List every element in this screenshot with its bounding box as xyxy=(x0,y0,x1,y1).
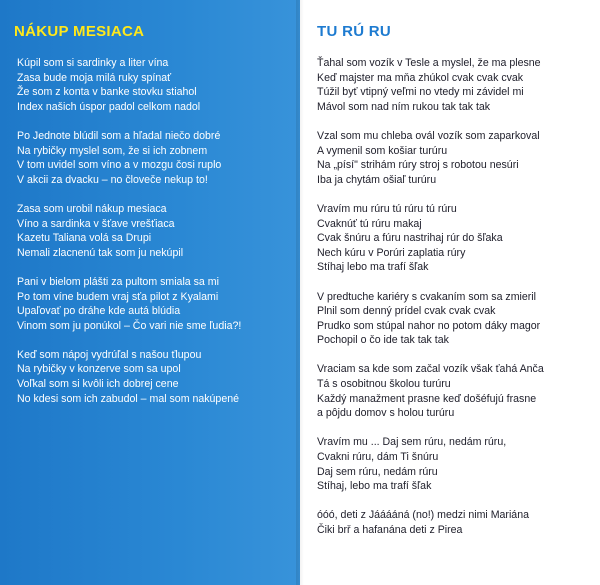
lyric-line: Keď majster ma mňa zhúkol cvak cvak cvak xyxy=(317,71,524,84)
lyric-line: Vravím mu ... Daj sem rúru, nedám rúru, xyxy=(317,436,507,449)
song-title-left: NÁKUP MESIACA xyxy=(14,23,145,40)
lyric-line: Zasa som urobil nákup mesiaca xyxy=(17,202,167,215)
lyric-line: Na rybičky v konzerve som sa upol xyxy=(17,363,181,376)
lyric-line: Cvak šnúru a fúru nastrihaj rúr do šľaka xyxy=(317,232,503,245)
lyric-line: Po tom víne budem vraj sťa pilot z Kyalami xyxy=(17,290,219,303)
lyric-line: a pôjdu domov s holou turúru xyxy=(317,407,455,420)
lyric-line: Nemali zlacnenú tak som ju nekúpil xyxy=(17,246,184,259)
lyric-line: Voľkal som si kvôli ich dobrej cene xyxy=(17,378,179,391)
lyric-line: V akcii za dvacku – no človeče nekup to! xyxy=(17,173,208,186)
lyric-line: Stíhaj lebo ma trafí šľak xyxy=(317,261,429,274)
lyric-line: Zasa bude moja milá ruky spínať xyxy=(17,71,172,84)
lyric-line: Túžil byť vtipný veľmi no vtedy mi závidel mi xyxy=(317,86,524,99)
lyric-line: Ťahal som vozík v Tesle a myslel, že ma plesne xyxy=(317,57,541,69)
stanza xyxy=(17,56,241,114)
stanza xyxy=(317,56,544,114)
stanza xyxy=(17,129,241,187)
lyric-line: No kdesi som ich zabudol – mal som nakúpené xyxy=(17,392,239,405)
lyric-line: Iba ja chytám ošiaľ turúru xyxy=(317,173,437,186)
stanza xyxy=(317,362,544,420)
lyric-line: Keď som nápoj vydrúľal s našou ťlupou xyxy=(17,348,202,361)
stanza xyxy=(317,435,544,493)
lyric-line: Nech kúru v Porúri zaplatia rúry xyxy=(317,246,466,259)
song-title-right: TU RÚ RU xyxy=(317,23,392,40)
lyric-line: Že som z konta v banke stovku stiahol xyxy=(17,86,197,99)
lyrics-left xyxy=(17,56,241,421)
lyric-line: Cvaknúť tú rúru makaj xyxy=(317,217,422,230)
right-page xyxy=(300,0,600,585)
lyric-line: Kazetu Taliana volá sa Drupi xyxy=(17,232,152,245)
lyric-line: Pani v bielom plášti za pultom smiala sa mi xyxy=(17,275,219,288)
lyric-line: A vymenil som košiar turúru xyxy=(317,144,448,157)
lyric-line: Index našich úspor padol celkom nadol xyxy=(17,100,201,113)
lyric-line: Mávol som nad ním rukou tak tak tak xyxy=(317,100,491,113)
lyric-line: Vravím mu rúru tú rúru tú rúru xyxy=(317,202,457,215)
lyric-line: Čiki brř a hafanána deti z Pirea xyxy=(317,524,463,536)
lyric-line: Upaľovať po dráhe kde autá blúdia xyxy=(17,305,181,318)
stanza xyxy=(317,202,544,275)
lyric-line: V predtuche kariéry s cvakaním som sa zmieril xyxy=(317,290,537,303)
stanza xyxy=(17,275,241,333)
lyric-line: Tá s osobitnou školou turúru xyxy=(317,378,451,391)
lyric-line: Na „písí" strihám rúry stroj s robotou nesúri xyxy=(317,159,519,172)
lyric-line: Po Jednote blúdil som a hľadal niečo dobré xyxy=(17,129,221,142)
lyric-line: Na rybičky myslel som, že si ich zobnem xyxy=(17,144,208,157)
lyric-line: Prudko som stúpal nahor no potom dáky magor xyxy=(317,319,541,332)
stanza xyxy=(317,290,544,348)
lyric-line: Kúpil som si sardinky a liter vína xyxy=(17,57,169,69)
stanza xyxy=(317,508,544,537)
lyric-line: Cvakni rúru, dám Ti šnúru xyxy=(317,451,439,464)
lyric-line: Vinom som ju ponúkol – Čo vari nie sme ľudia?! xyxy=(17,319,242,332)
lyric-line: V tom uvidel som víno a v mozgu čosi ruplo xyxy=(17,159,222,172)
lyric-line: Každý manažment prasne keď došéfujú frasne xyxy=(317,392,537,405)
page-spine xyxy=(296,0,304,585)
lyric-line: Vraciam sa kde som začal vozík však ťahá Anča xyxy=(317,363,544,376)
lyric-line: Plnil som denný prídel cvak cvak cvak xyxy=(317,305,496,318)
lyric-line: Vzal som mu chleba ovál vozík som zaparkoval xyxy=(317,129,540,142)
lyrics-right xyxy=(317,56,544,552)
lyric-line: Víno a sardinka v šťave vrešťiaca xyxy=(17,217,175,230)
stanza xyxy=(17,202,241,260)
lyric-line: Pochopil o čo ide tak tak tak xyxy=(317,334,449,347)
lyric-line: Stíhaj, lebo ma trafí šľak xyxy=(317,480,432,493)
lyric-line: Daj sem rúru, nedám rúru xyxy=(317,465,438,478)
lyric-line: óóó, deti z Jááááná (no!) medzi nimi Mariána xyxy=(317,509,529,522)
stanza xyxy=(317,129,544,187)
stanza xyxy=(17,348,241,406)
